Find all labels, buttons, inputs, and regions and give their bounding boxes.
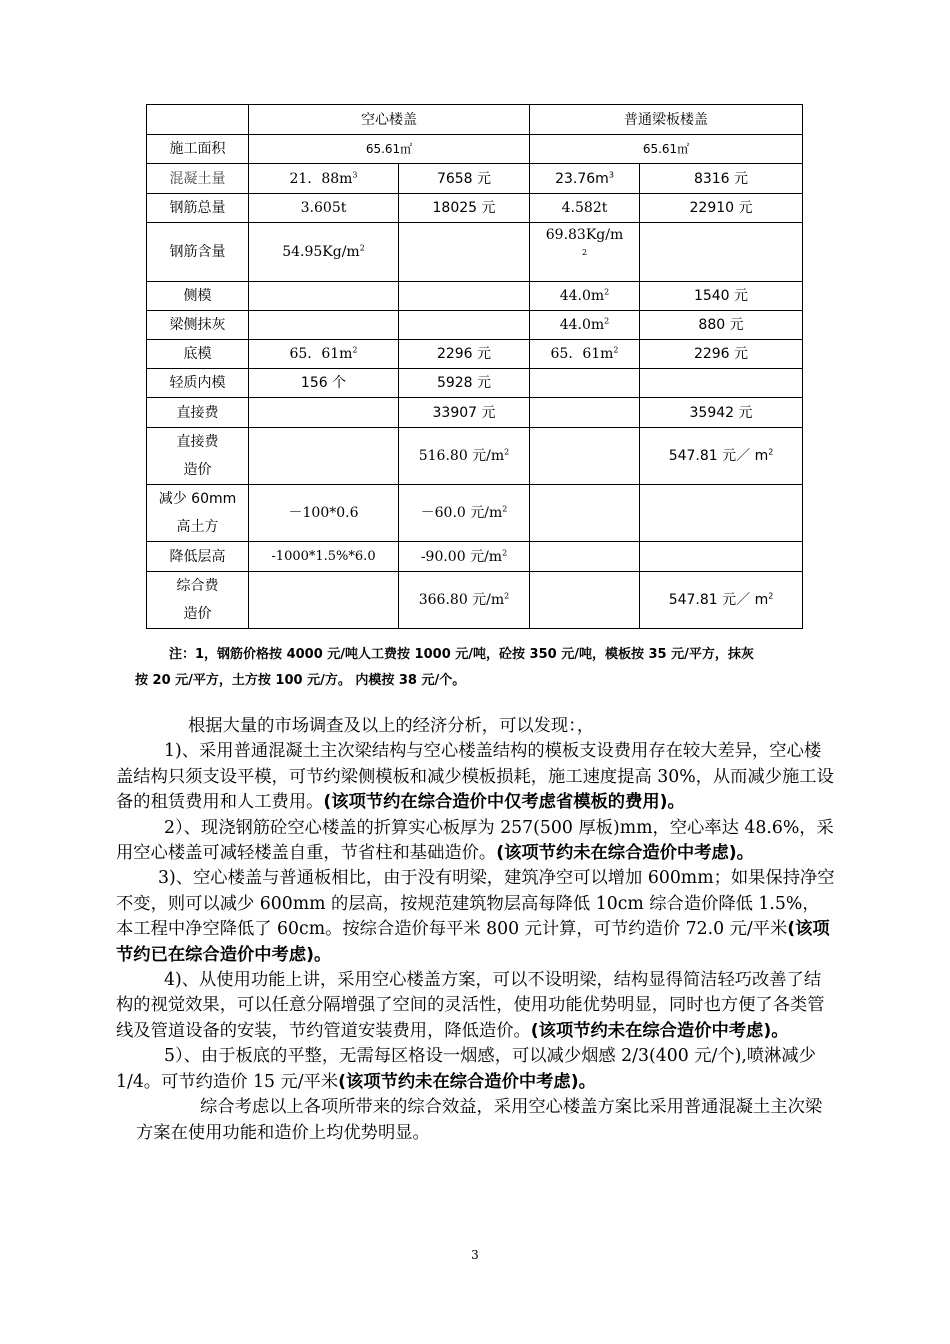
header-empty-cell (147, 105, 249, 135)
analysis-text (116, 714, 836, 1146)
hollow-qty (249, 398, 399, 428)
table-note (135, 642, 835, 694)
table-row (147, 542, 803, 572)
hollow-qty: $54.95Kg/m^2$ (249, 223, 399, 282)
hollow-cost: 18025 元 (399, 194, 530, 223)
header-ordinary: 普通梁板楼盖 (530, 105, 803, 135)
row-label: 施工面积 (147, 135, 249, 164)
ordinary-area: 65.61㎡ (530, 135, 803, 164)
conclusion-paragraph: 综合考虑以上各项所带来的综合效益，采用空心楼盖方案比采用普通混凝土主次梁方案在使用功能和造价上均优势明显。 (136, 1097, 823, 1143)
row-label: 减少 60mm 高土方 (147, 485, 249, 542)
table-row (147, 164, 803, 194)
hollow-qty: －100*0.6 (249, 485, 399, 542)
hollow-cost: -90.00 元$/m^2$ (399, 542, 530, 572)
ordinary-cost (640, 369, 803, 398)
ordinary-cost: 22910 元 (640, 194, 803, 223)
ordinary-cost: 8316 元 (640, 164, 803, 194)
hollow-qty (249, 282, 399, 311)
hollow-cost (399, 311, 530, 340)
hollow-cost: 7658 元 (399, 164, 530, 194)
hollow-cost: 516.80 元$/m^2$ (399, 428, 530, 485)
hollow-qty: 156 个 (249, 369, 399, 398)
table-row (147, 223, 803, 282)
hollow-cost: 33907 元 (399, 398, 530, 428)
paragraph-5: 5）、由于板底的平整，无需每区格设一烟感，可以减少烟感 2/3(400 元/个),喷淋减少 1/4。可节约造价 15 元/平米(该项节约未在综合造价中考虑)。 (116, 1046, 816, 1092)
row-label: 综合费 造价 (147, 572, 249, 629)
hollow-area: 65.61㎡ (249, 135, 530, 164)
note-line-1: 注：1，钢筋价格按 4000 元/吨人工费按 1000 元/吨，砼按 350 元/吨，模板按 35 元/平方，抹灰 (169, 647, 754, 662)
paragraph-2: 2）、现浇钢筋砼空心楼盖的折算实心板厚为 257(500 厚板)mm，空心率达 48.6%，采用空心楼盖可减轻楼盖自重，节省柱和基础造价。(该项节约未在综合造价中考虑)。 (116, 817, 834, 864)
ordinary-cost: 35942 元 (640, 398, 803, 428)
ordinary-qty: $23.76m^3$ (530, 164, 640, 194)
row-label: 底模 (147, 340, 249, 369)
ordinary-qty (530, 572, 640, 629)
table-row (147, 398, 803, 428)
page-number: 3 (471, 1248, 479, 1262)
ordinary-qty: 69.83Kg/m 2 (530, 223, 640, 282)
table-row (147, 369, 803, 398)
intro-paragraph: 根据大量的市场调查及以上的经济分析，可以发现：， (188, 716, 595, 736)
row-label: 钢筋含量 (147, 223, 249, 282)
ordinary-qty: 65．$61m^2$ (530, 340, 640, 369)
hollow-qty: -1000*1.5%*6.0 (249, 542, 399, 572)
hollow-qty (249, 428, 399, 485)
row-label: 降低层高 (147, 542, 249, 572)
ordinary-cost (640, 485, 803, 542)
ordinary-cost: 547.81 元／ $m^2$ (640, 572, 803, 629)
note-line-2: 按 20 元/平方，土方按 100 元/方。 内模按 38 元/个。 (135, 673, 466, 688)
header-hollow: 空心楼盖 (249, 105, 530, 135)
row-label: 梁侧抹灰 (147, 311, 249, 340)
row-label: 轻质内模 (147, 369, 249, 398)
ordinary-qty: $44.0m^2$ (530, 311, 640, 340)
ordinary-qty (530, 485, 640, 542)
paragraph-1: 1)、采用普通混凝土主次梁结构与空心楼盖结构的模板支设费用存在较大差异，空心楼盖结构只须支设平模，可节约梁侧模板和减少模板损耗，施工速度提高 30%，从而减少施工设备的租赁费用和人工费用。(该项节约在综合造价中仅考虑省模板的费用)。 (116, 741, 834, 813)
ordinary-qty (530, 369, 640, 398)
hollow-cost: 5928 元 (399, 369, 530, 398)
hollow-cost: 366.80 元$/m^2$ (399, 572, 530, 629)
ordinary-cost: 1540 元 (640, 282, 803, 311)
table-row (147, 311, 803, 340)
ordinary-qty: $44.0m^2$ (530, 282, 640, 311)
hollow-qty: 65．$61m^2$ (249, 340, 399, 369)
table-row (147, 572, 803, 629)
row-label: 直接费 造价 (147, 428, 249, 485)
table-row (147, 135, 803, 164)
table-row (147, 485, 803, 542)
row-label: 直接费 (147, 398, 249, 428)
ordinary-qty (530, 398, 640, 428)
hollow-qty (249, 572, 399, 629)
row-label: 钢筋总量 (147, 194, 249, 223)
row-label: 侧模 (147, 282, 249, 311)
paragraph-4: 4)、从使用功能上讲，采用空心楼盖方案，可以不设明梁，结构显得简洁轻巧改善了结构的视觉效果，可以任意分隔增强了空间的灵活性，使用功能优势明显，同时也方便了各类管线及管道设备的安装，节约管道安装费用，降低造价。(该项节约未在综合造价中考虑)。 (116, 970, 825, 1041)
table-row (147, 340, 803, 369)
ordinary-cost: 2296 元 (640, 340, 803, 369)
hollow-cost (399, 282, 530, 311)
table-row (147, 194, 803, 223)
ordinary-cost (640, 542, 803, 572)
table-row (147, 428, 803, 485)
ordinary-qty (530, 542, 640, 572)
hollow-cost: －60.0 元$/m^2$ (399, 485, 530, 542)
hollow-qty: 21．$88m^3$ (249, 164, 399, 194)
cost-comparison-table (146, 104, 803, 629)
table-row (147, 282, 803, 311)
ordinary-qty (530, 428, 640, 485)
ordinary-qty: 4.582t (530, 194, 640, 223)
paragraph-3: 3)、空心楼盖与普通板相比，由于没有明梁，建筑净空可以增加 600mm；如果保持净空不变，则可以减少 600mm 的层高，按规范建筑物层高每降低 10cm 综合造价降低 1.5%，本工程中净空降低了 60cm。按综合造价每平米 800 元计算，可节约造价 72.0 元/平米(该项节约已在综合造价中考虑)。 (116, 868, 835, 965)
hollow-cost: 2296 元 (399, 340, 530, 369)
table-header-row (147, 105, 803, 135)
hollow-qty (249, 311, 399, 340)
row-label: 混凝土量 (147, 164, 249, 194)
ordinary-cost: 880 元 (640, 311, 803, 340)
ordinary-cost: 547.81 元／ $m^2$ (640, 428, 803, 485)
hollow-qty: 3.605t (249, 194, 399, 223)
ordinary-cost (640, 223, 803, 282)
hollow-cost (399, 223, 530, 282)
